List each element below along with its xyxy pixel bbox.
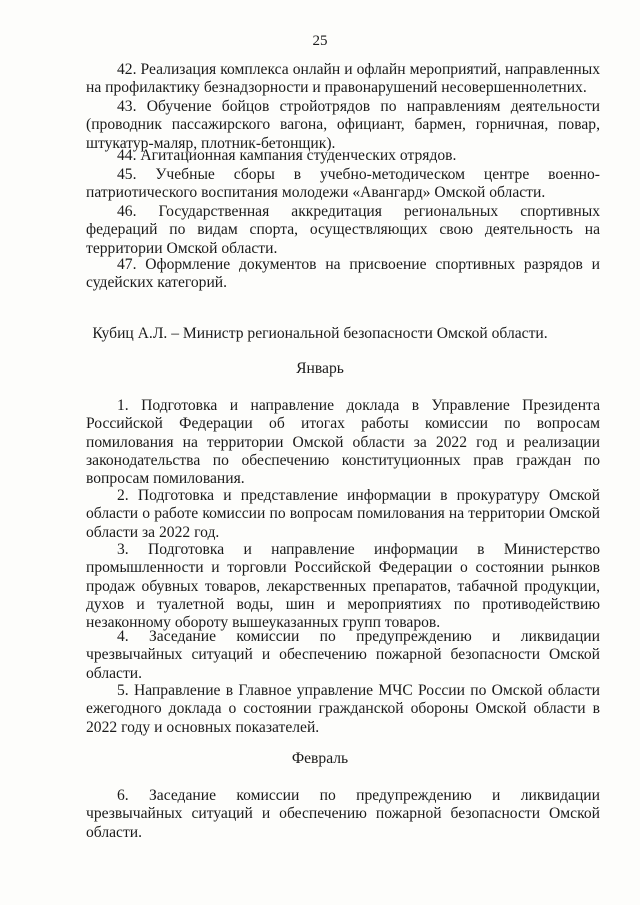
list-item-46: 46. Государственная аккредитация региональных спортивных федераций по видам спорта, осуществляющих свою деятельность на территории Омской области. [86,203,600,257]
list-item-6: 6. Заседание комиссии по предупреждению и ликвидации чрезвычайных ситуаций и обеспечению пожарной безопасности Омской области. [86,787,600,841]
list-item-1: 1. Подготовка и направление доклада в Управление Президента Российской Федерации об итогах работы комиссии по вопросам помилования на территории Омской области за 2022 год и реализации законодательства по обеспечению конституционных прав граждан по вопросам помилования. [86,397,600,488]
page-number: 25 [312,33,328,49]
list-item-44: 44. Агитационная кампания студенческих отрядов. [117,147,457,164]
list-item-4: 4. Заседание комиссии по предупреждению и ликвидации чрезвычайных ситуаций и обеспечению пожарной безопасности Омской области. [86,628,600,682]
section-heading: Кубиц А.Л. – Министр региональной безопасности Омской области. [92,325,548,342]
list-item-42: 42. Реализация комплекса онлайн и офлайн мероприятий, направленных на профилактику безнадзорности и правонарушений несовершеннолетних. [86,61,600,97]
month-heading-january: Январь [296,360,344,377]
list-item-2: 2. Подготовка и представление информации в прокуратуру Омской области о работе комиссии по вопросам помилования на территории Омской области за 2022 год. [86,487,600,541]
list-item-43: 43. Обучение бойцов стройотрядов по направлениям деятельности (проводник пассажирского вагона, официант, бармен, горничная, повар, штукатур-маляр, плотник-бетонщик). [86,98,600,152]
list-item-3: 3. Подготовка и направление информации в Министерство промышленности и торговли Российской Федерации о состоянии рынков продаж обувных товаров, лекарственных препаратов, табачной продукции, духов и туалетной воды, шин и мероприятиях по противодействию незаконному обороту вышеуказанных групп товаров. [86,541,600,632]
list-item-45: 45. Учебные сборы в учебно-методическом центре военно-патриотического воспитания молодежи «Авангард» Омской области. [86,166,600,202]
month-heading-february: Февраль [291,750,349,767]
list-item-5: 5. Направление в Главное управление МЧС России по Омской области ежегодного доклада о состоянии гражданской обороны Омской области в 2022 году и основных показателей. [86,682,600,736]
list-item-47: 47. Оформление документов на присвоение спортивных разрядов и судейских категорий. [86,256,600,292]
